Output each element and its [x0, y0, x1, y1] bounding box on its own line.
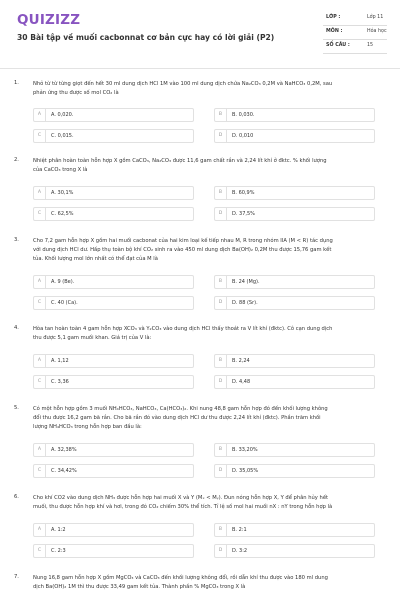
option-letter: D — [215, 545, 227, 557]
question-line: Nhiệt phân hoàn toàn hỗn hợp X gồm CaCO₃, Na₂CO₃ được 11,6 gam chất rắn và 2,24 lít khí ở đktc. % khối lượng — [33, 158, 327, 164]
question-text — [33, 574, 389, 592]
option-text: A. 30,1% — [51, 190, 74, 196]
option-letter: A — [34, 524, 46, 536]
option-letter: C — [34, 130, 46, 142]
option-text: D. 88 (Sr). — [232, 300, 258, 306]
option-letter: B — [215, 524, 227, 536]
question-text — [33, 405, 389, 432]
question-text — [33, 237, 389, 264]
option-letter: A — [34, 276, 46, 288]
option-text: B. 2:1 — [232, 527, 247, 533]
question-number: 5. — [14, 405, 19, 411]
option-b[interactable] — [214, 523, 375, 537]
meta-subject-label: MÔN : — [326, 29, 343, 34]
option-letter: D — [215, 208, 227, 220]
option-text: A. 1:2 — [51, 527, 66, 533]
option-b[interactable] — [214, 186, 375, 200]
option-d[interactable] — [214, 129, 375, 143]
option-d[interactable] — [214, 544, 375, 558]
meta-count — [323, 42, 387, 54]
option-text: A. 1,12 — [51, 358, 69, 364]
option-text: B. 60,9% — [232, 190, 255, 196]
question-number: 1. — [14, 80, 19, 86]
page-header — [0, 0, 400, 68]
question-number: 2. — [14, 157, 19, 163]
option-text: D. 3:2 — [232, 548, 248, 554]
option-b[interactable] — [214, 354, 375, 368]
page-title: 30 Bài tập về muối cacbonnat cơ bản cực hay có lời giải (P2) — [17, 33, 275, 42]
meta-class-label: LỚP : — [326, 15, 341, 20]
option-text: D. 37,5% — [232, 211, 255, 217]
option-letter: C — [34, 208, 46, 220]
option-letter: C — [34, 376, 46, 388]
question-line: của CaCO₃ trong X là — [33, 167, 88, 173]
option-letter: D — [215, 376, 227, 388]
option-d[interactable] — [214, 296, 375, 310]
option-a[interactable] — [33, 186, 194, 200]
option-letter: C — [34, 545, 46, 557]
question-text — [33, 157, 389, 175]
option-c[interactable] — [33, 207, 194, 221]
option-text: D. 0,010 — [232, 133, 254, 139]
divider — [323, 53, 387, 54]
question-line: Có một hỗn hợp gồm 3 muối NH₄HCO₃, NaHCO₃, Ca(HCO₃)₂. Khi nung 48,8 gam hỗn hợp đó đến khối lượng không — [33, 406, 328, 412]
question-number: 6. — [14, 494, 19, 500]
option-text: B. 2,24 — [232, 358, 250, 364]
option-b[interactable] — [214, 108, 375, 122]
option-a[interactable] — [33, 354, 194, 368]
option-c[interactable] — [33, 464, 194, 478]
question-line: Nhỏ từ từ từng giọt đến hết 30 ml dung dịch HCl 1M vào 100 ml dung dịch chứa Na₂CO₃ 0,2M và NaHCO₃ 0,2M, sau — [33, 81, 333, 87]
option-d[interactable] — [214, 464, 375, 478]
question-text — [33, 325, 389, 343]
option-text: A. 9 (Be). — [51, 279, 75, 285]
option-text: A. 0,020. — [51, 112, 74, 118]
question-line: dịch Ba(OH)₂ 1M thì thu được 33,49 gam kết tủa. Thành phần % MgCO₃ trong X là — [33, 584, 246, 590]
divider — [323, 39, 387, 40]
meta-subject — [323, 28, 387, 40]
header-divider — [0, 68, 400, 69]
option-c[interactable] — [33, 296, 194, 310]
option-letter: C — [34, 465, 46, 477]
option-letter: D — [215, 465, 227, 477]
quizizz-logo: QUIZIZZ — [17, 12, 81, 28]
option-text: D. 4,48 — [232, 379, 251, 385]
option-letter: A — [34, 444, 46, 456]
option-a[interactable] — [33, 443, 194, 457]
meta-count-value: 15 — [367, 43, 374, 48]
option-d[interactable] — [214, 375, 375, 389]
option-letter: D — [215, 297, 227, 309]
option-b[interactable] — [214, 443, 375, 457]
question-text — [33, 494, 389, 512]
option-text: D. 35,05% — [232, 468, 259, 474]
option-letter: B — [215, 109, 227, 121]
meta-class-value: Lớp 11 — [367, 15, 384, 20]
option-text: B. 24 (Mg). — [232, 279, 260, 285]
question-line: muối, thu được hỗn hợp khí và hơi, trong đó CO₂ chiếm 30% thể tích. Tỉ lệ số mol hai muối nX : nY trong hỗn hợp là — [33, 504, 333, 510]
option-d[interactable] — [214, 207, 375, 221]
option-c[interactable] — [33, 544, 194, 558]
question-line: Nung 16,8 gam hỗn hợp X gồm MgCO₃ và CaCO₃ đến khối lượng không đổi, rồi dẫn khí thu được vào 180 ml dung — [33, 575, 328, 581]
option-c[interactable] — [33, 375, 194, 389]
option-a[interactable] — [33, 108, 194, 122]
option-letter: B — [215, 276, 227, 288]
option-letter: A — [34, 355, 46, 367]
option-text: C. 62,5% — [51, 211, 74, 217]
meta-subject-value: Hóa học — [367, 29, 387, 34]
question-line: tủa. Khối lượng mol lớn nhất có thể đạt của M là — [33, 256, 158, 262]
question-line: Cho 7,2 gam hỗn hợp X gồm hai muối cacbonat của hai kim loại kế tiếp nhau M, R trong nhóm IIA (M < R) tác dụng — [33, 238, 333, 244]
option-letter: A — [34, 187, 46, 199]
question-line: Hòa tan hoàn toàn 4 gam hỗn hợp XCO₃ và Y₂CO₃ vào dung dịch HCl thấy thoát ra V lít khí (đktc). Cô cạn dung dịch — [33, 326, 333, 332]
meta-class — [323, 14, 387, 26]
option-letter: B — [215, 444, 227, 456]
question-line: lượng NH₄HCO₃ trong hỗn hợp ban đầu là: — [33, 424, 142, 430]
option-letter: A — [34, 109, 46, 121]
divider — [323, 25, 387, 26]
option-text: B. 33,20% — [232, 447, 258, 453]
option-letter: B — [215, 355, 227, 367]
question-line: thu được 5,1 gam muối khan. Giá trị của V là: — [33, 335, 152, 341]
meta-count-label: SỐ CÂU : — [326, 43, 350, 48]
option-letter: C — [34, 297, 46, 309]
question-text — [33, 80, 389, 98]
option-text: B. 0,030. — [232, 112, 255, 118]
option-text: C. 34,42% — [51, 468, 77, 474]
question-number: 3. — [14, 237, 19, 243]
question-line: đổi thu được 16,2 gam bã rắn. Cho bã rắn đó vào dung dịch HCl dư thu được 2,24 lít khí (đktc). Phần trăm khối — [33, 415, 321, 421]
option-letter: B — [215, 187, 227, 199]
question-line: Cho khí CO2 vào dung dịch NH₃ được hỗn hợp hai muối X và Y (Mₓ < Mᵧ). Đun nóng hỗn hợp X, Y để phân hủy hết — [33, 495, 329, 501]
option-text: C. 3,36 — [51, 379, 69, 385]
option-a[interactable] — [33, 523, 194, 537]
option-text: C. 40 (Ca). — [51, 300, 78, 306]
option-c[interactable] — [33, 129, 194, 143]
option-text: C. 0,015. — [51, 133, 74, 139]
option-letter: D — [215, 130, 227, 142]
option-a[interactable] — [33, 275, 194, 289]
question-line: phản ứng thu được số mol CO₂ là — [33, 90, 119, 96]
option-text: C. 2:3 — [51, 548, 66, 554]
question-line: với dung dịch HCl dư. Hấp thụ toàn bộ khí CO₂ sinh ra vào 450 ml dung dịch Ba(OH)₂ 0,2M thu được 15,76 gam kết — [33, 247, 332, 253]
option-b[interactable] — [214, 275, 375, 289]
question-number: 7. — [14, 574, 19, 580]
option-text: A. 32,38% — [51, 447, 77, 453]
question-number: 4. — [14, 325, 19, 331]
